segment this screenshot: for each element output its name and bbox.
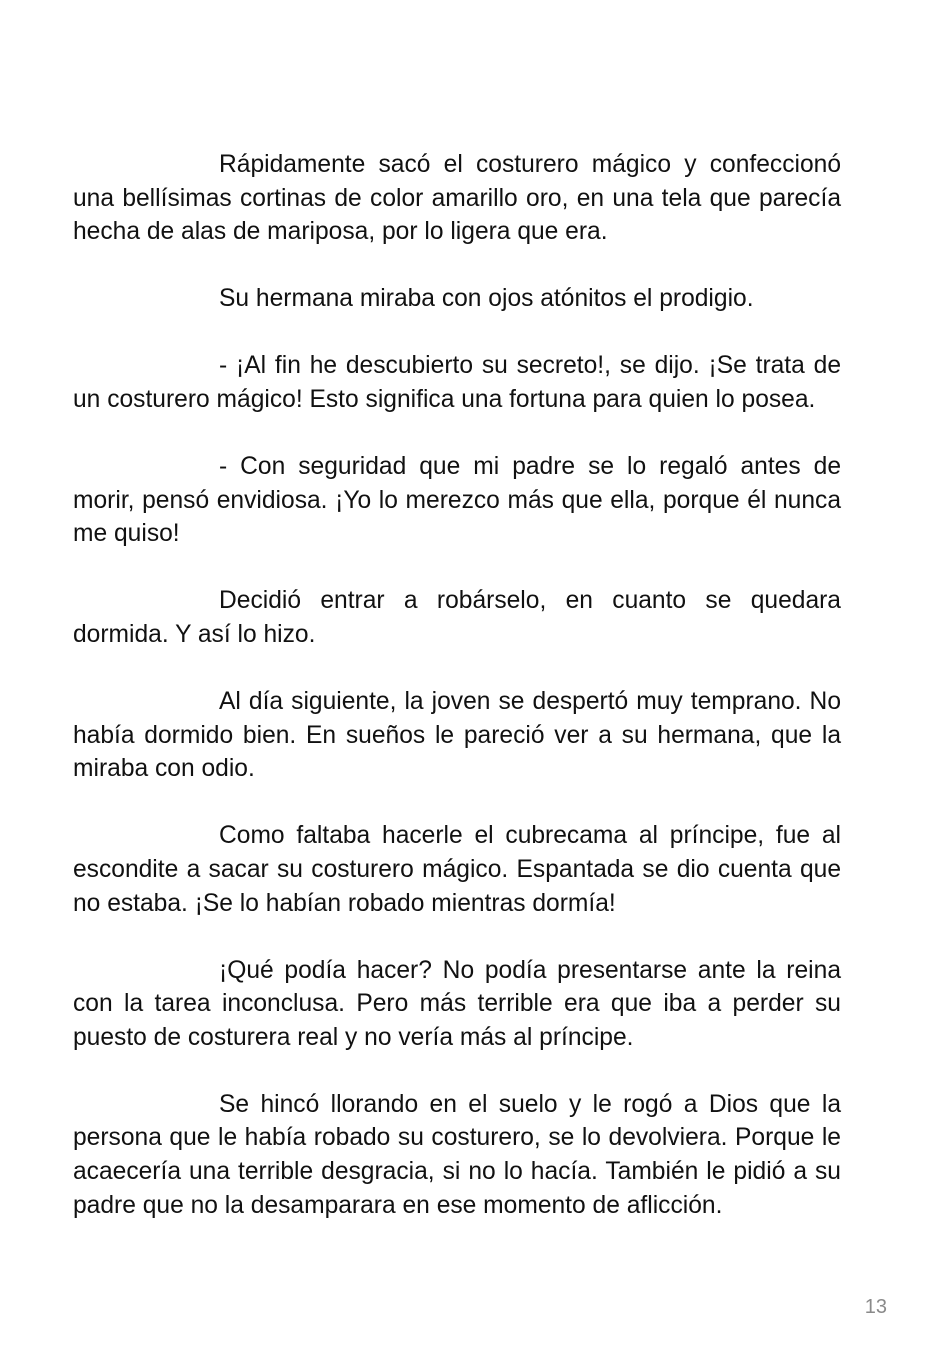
paragraph-6: Al día siguiente, la joven se despertó muy temprano. No había dormido bien. En sueños le pareció ver a su hermana, que la miraba con odio. <box>73 688 841 783</box>
page-body <box>73 148 841 1256</box>
paragraph-1: Rápidamente sacó el costurero mágico y confeccionó una bellísimas cortinas de color amarillo oro, en una tela que parecía hecha de alas de mariposa, por lo ligera que era. <box>73 151 841 246</box>
paragraph-5: Decidió entrar a robárselo, en cuanto se quedara dormida. Y así lo hizo. <box>73 587 841 648</box>
paragraph-9: Se hincó llorando en el suelo y le rogó a Dios que la persona que le había robado su costurero, se lo devolviera. Porque le acaecería una terrible desgracia, si no lo hacía. También le pidió a su padre que no la desamparara en ese momento de aflicción. <box>73 1090 841 1219</box>
paragraph-3: - ¡Al fin he descubierto su secreto!, se dijo. ¡Se trata de un costurero mágico! Esto significa una fortuna para quien lo posea. <box>73 352 841 413</box>
paragraph-8: ¡Qué podía hacer? No podía presentarse ante la reina con la tarea inconclusa. Pero más terrible era que iba a perder su puesto de costurera real y no vería más al príncipe. <box>73 956 841 1051</box>
paragraph-4: - Con seguridad que mi padre se lo regaló antes de morir, pensó envidiosa. ¡Yo lo merezco más que ella, porque él nunca me quiso! <box>73 453 841 548</box>
paragraph-7: Como faltaba hacerle el cubrecama al príncipe, fue al escondite a sacar su costurero mágico. Espantada se dio cuenta que no estaba. ¡Se lo habían robado mientras dormía! <box>73 822 841 917</box>
page-number: 13 <box>864 1296 887 1318</box>
paragraph-2: Su hermana miraba con ojos atónitos el prodigio. <box>219 285 754 313</box>
